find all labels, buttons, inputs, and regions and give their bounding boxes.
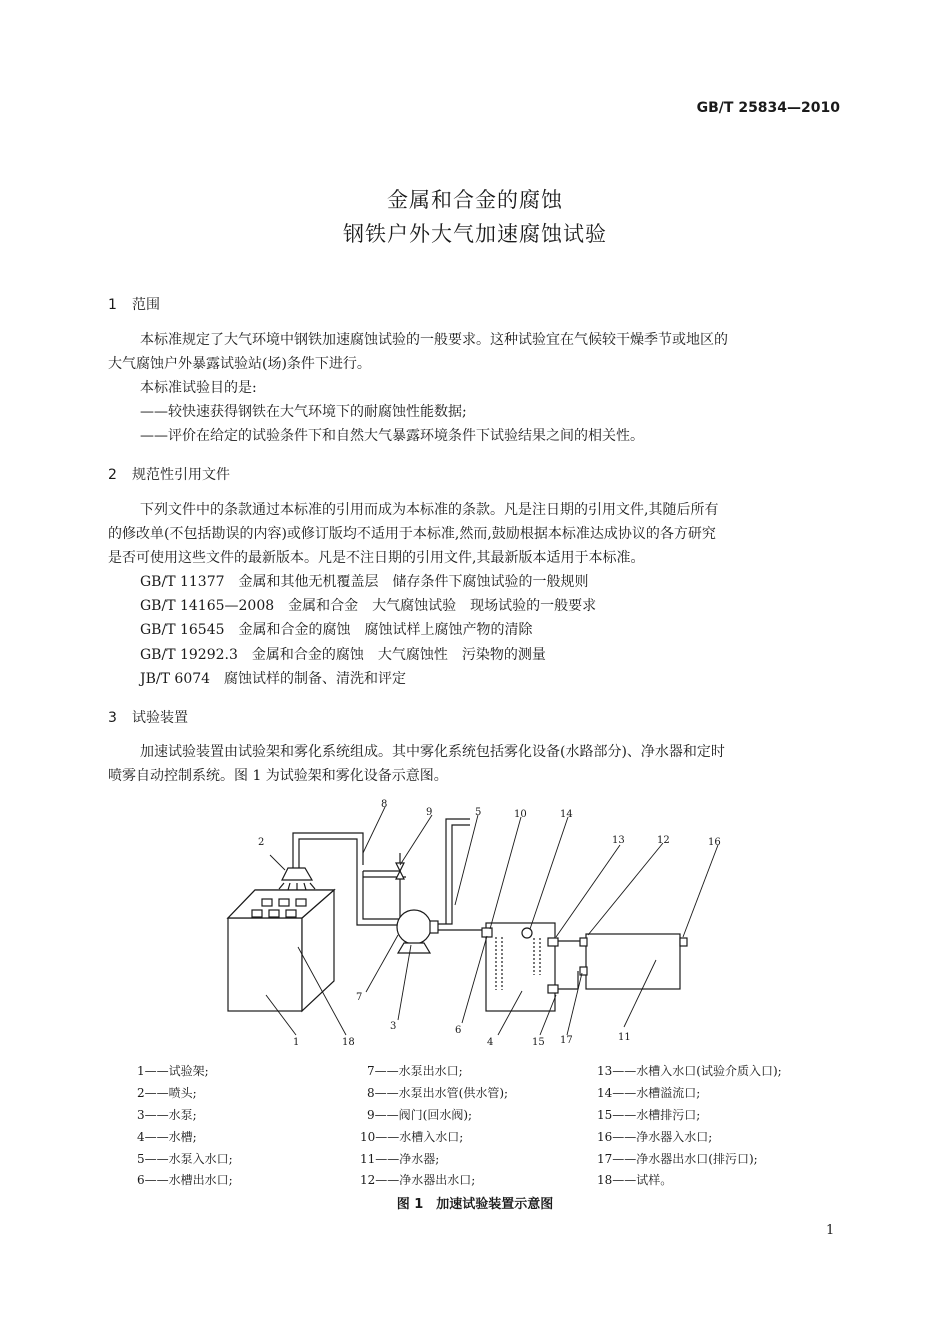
part-label: 6 xyxy=(455,1025,462,1036)
section1-bullet2: ——评价在给定的试验条件下和自然大气暴露环境条件下试验结果之间的相关性。 xyxy=(140,428,644,444)
water-tank xyxy=(482,923,558,1011)
legend-item: 4——水槽; xyxy=(137,1130,197,1144)
reference-item: GB/T 14165—2008 金属和合金 大气腐蚀试验 现场试验的一般要求 xyxy=(140,598,597,614)
part-label: 11 xyxy=(618,1032,631,1043)
section3-number: 3 xyxy=(108,710,117,726)
section2-heading xyxy=(108,464,230,484)
legend-item: 3——水泵; xyxy=(137,1108,197,1122)
legend-item: 9——阀门(回水阀); xyxy=(367,1108,473,1122)
section3-title: 试验装置 xyxy=(132,710,188,726)
document-title-line1: 金属和合金的腐蚀 xyxy=(387,188,563,212)
section1-title: 范围 xyxy=(132,297,160,313)
section1-heading xyxy=(108,294,160,314)
apparatus-diagram xyxy=(0,795,950,1055)
section2-para-line2: 的修改单(不包括勘误的内容)或修订版均不适用于本标准,然而,鼓励根据本标准达成协议的各方研究 xyxy=(108,526,716,542)
legend-item: 18——试样。 xyxy=(597,1173,673,1187)
legend-item: 17——净水器出水口(排污口); xyxy=(597,1152,758,1166)
part-label: 12 xyxy=(657,835,670,846)
part-label: 2 xyxy=(258,837,265,848)
reference-item: JB/T 6074 腐蚀试样的制备、清洗和评定 xyxy=(140,671,407,687)
part-label: 8 xyxy=(381,799,388,810)
legend-item: 10——水槽入水口; xyxy=(360,1130,464,1144)
section3-heading xyxy=(108,707,188,727)
reference-item: GB/T 19292.3 金属和合金的腐蚀 大气腐蚀性 污染物的测量 xyxy=(140,647,546,663)
section2-title: 规范性引用文件 xyxy=(132,467,230,483)
pump-inlet-pipe xyxy=(438,819,486,930)
legend-item: 14——水槽溢流口; xyxy=(597,1086,701,1100)
legend-item: 11——净水器; xyxy=(360,1152,440,1166)
section2-number: 2 xyxy=(108,467,117,483)
part-label: 13 xyxy=(612,835,625,846)
purifier-pipe xyxy=(558,941,586,989)
legend-item: 13——水槽入水口(试验介质入口); xyxy=(597,1064,782,1078)
figure-caption: 图 1 加速试验装置示意图 xyxy=(396,1197,554,1212)
section1-bullet1: ——较快速获得钢铁在大气环境下的耐腐蚀性能数据; xyxy=(140,404,467,420)
part-label: 14 xyxy=(560,809,573,820)
document-title-line2: 钢铁户外大气加速腐蚀试验 xyxy=(343,222,607,246)
section1-number: 1 xyxy=(108,297,117,313)
part-label: 1 xyxy=(293,1037,300,1048)
standard-code: GB/T 25834—2010 xyxy=(696,100,840,116)
page-number: 1 xyxy=(826,1223,835,1238)
legend-item: 2——喷头; xyxy=(137,1086,197,1100)
section1-para1-line1: 本标准规定了大气环境中钢铁加速腐蚀试验的一般要求。这种试验宜在气候较干燥季节或地区的 xyxy=(140,332,728,348)
legend-item: 5——水泵入水口; xyxy=(137,1152,233,1166)
part-label: 3 xyxy=(390,1021,397,1032)
spray-nozzle xyxy=(279,868,315,890)
section3-para-line2: 喷雾自动控制系统。图 1 为试验架和雾化设备示意图。 xyxy=(108,768,448,784)
water-pump xyxy=(397,910,438,953)
part-label: 4 xyxy=(487,1037,494,1048)
section2-para-line1: 下列文件中的条款通过本标准的引用而成为本标准的条款。凡是注日期的引用文件,其随后所有 xyxy=(140,502,719,518)
part-label: 5 xyxy=(475,807,482,818)
section1-para2: 本标准试验目的是: xyxy=(140,380,257,396)
water-purifier xyxy=(580,934,687,989)
part-label: 17 xyxy=(560,1035,573,1046)
test-rack xyxy=(228,890,334,1011)
part-label: 7 xyxy=(356,992,363,1003)
part-label: 15 xyxy=(532,1037,545,1048)
part-label: 9 xyxy=(426,807,433,818)
legend-item: 1——试验架; xyxy=(137,1064,209,1078)
legend-item: 16——净水器入水口; xyxy=(597,1130,713,1144)
legend-item: 15——水槽排污口; xyxy=(597,1108,701,1122)
legend-item: 7——水泵出水口; xyxy=(367,1064,463,1078)
part-label: 18 xyxy=(342,1037,355,1048)
legend-item: 12——净水器出水口; xyxy=(360,1173,476,1187)
section2-para-line3: 是否可使用这些文件的最新版本。凡是不注日期的引用文件,其最新版本适用于本标准。 xyxy=(108,550,645,566)
part-label: 10 xyxy=(514,809,527,820)
section1-para1-line2: 大气腐蚀户外暴露试验站(场)条件下进行。 xyxy=(108,356,371,372)
section3-para-line1: 加速试验装置由试验架和雾化系统组成。其中雾化系统包括雾化设备(水路部分)、净水器和定时 xyxy=(140,744,725,760)
reference-item: GB/T 11377 金属和其他无机覆盖层 储存条件下腐蚀试验的一般规则 xyxy=(140,574,589,590)
reference-item: GB/T 16545 金属和合金的腐蚀 腐蚀试样上腐蚀产物的清除 xyxy=(140,622,533,638)
legend-item: 8——水泵出水管(供水管); xyxy=(367,1086,509,1100)
part-label: 16 xyxy=(708,837,721,848)
legend-item: 6——水槽出水口; xyxy=(137,1173,233,1187)
